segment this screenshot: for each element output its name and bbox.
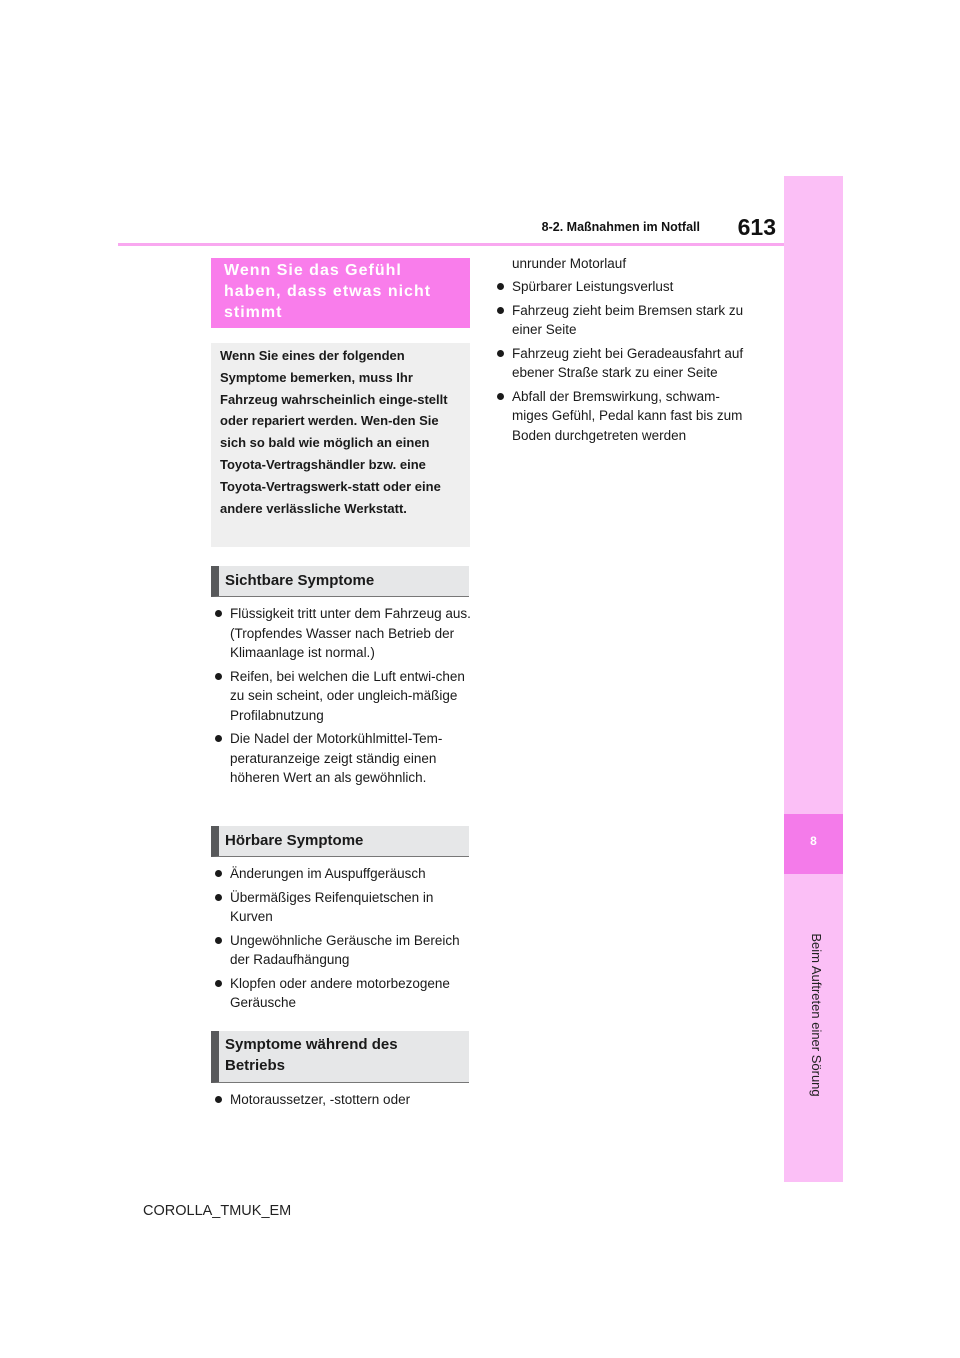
intro-heading: Wenn Sie das Gefühl haben, dass etwas nicht stimmt bbox=[224, 262, 432, 321]
audible-symptoms-heading-text: Hörbare Symptome bbox=[225, 832, 364, 849]
audible-symptoms-heading bbox=[211, 826, 469, 857]
operating-symptoms-continuation: unrunder Motorlauf bbox=[512, 256, 627, 271]
list-item: Reifen, bei welchen die Luft entwi-chen zu sein scheint, oder ungleich-mäßige Profilabnutzung bbox=[213, 667, 471, 726]
bullet-icon bbox=[497, 307, 504, 314]
audible-symptoms-list bbox=[213, 864, 471, 1017]
operating-symptoms-heading bbox=[211, 1031, 469, 1083]
operating-symptoms-list-col2 bbox=[495, 277, 750, 449]
list-item: Flüssigkeit tritt unter dem Fahrzeug aus. (Tropfendes Wasser nach Betrieb der Klimaanlage ist normal.) bbox=[213, 604, 471, 663]
bullet-icon bbox=[497, 283, 504, 290]
list-item: Abfall der Bremswirkung, schwam-miges Gefühl, Pedal kann fast bis zum Boden durchgetreten werden bbox=[495, 387, 750, 446]
section-title: 8-2. Maßnahmen im Notfall bbox=[541, 220, 700, 234]
bullet-icon bbox=[497, 350, 504, 357]
operating-symptoms-heading-text: Symptome während des Betriebs bbox=[225, 1036, 398, 1074]
footer-code: COROLLA_TMUK_EM bbox=[143, 1203, 292, 1219]
page-number: 613 bbox=[737, 214, 776, 240]
list-item: Ungewöhnliche Geräusche im Bereich der Radaufhängung bbox=[213, 931, 471, 970]
bullet-icon bbox=[215, 673, 222, 680]
list-item: Klopfen oder andere motorbezogene Geräusche bbox=[213, 974, 471, 1013]
bullet-icon bbox=[215, 937, 222, 944]
list-item: Übermäßiges Reifenquietschen in Kurven bbox=[213, 888, 471, 927]
list-item: Spürbarer Leistungsverlust bbox=[495, 277, 750, 297]
chapter-number: 8 bbox=[810, 834, 817, 848]
list-item: Fahrzeug zieht beim Bremsen stark zu einer Seite bbox=[495, 301, 750, 340]
operating-symptoms-list-col1 bbox=[213, 1090, 471, 1114]
bullet-icon bbox=[215, 894, 222, 901]
visible-symptoms-list bbox=[213, 604, 471, 792]
list-item: Motoraussetzer, -stottern oder bbox=[213, 1090, 471, 1110]
visible-symptoms-heading-text: Sichtbare Symptome bbox=[225, 572, 375, 589]
chapter-title: Beim Auftreten einer Sörung bbox=[809, 933, 824, 1097]
list-item: Die Nadel der Motorkühlmittel-Tem-peraturanzeige zeigt ständig einen höheren Wert an als gewöhnlich. bbox=[213, 729, 471, 788]
bullet-icon bbox=[215, 735, 222, 742]
bullet-icon bbox=[215, 870, 222, 877]
bullet-icon bbox=[215, 980, 222, 987]
bullet-icon bbox=[497, 393, 504, 400]
list-item: Änderungen im Auspuffgeräusch bbox=[213, 864, 471, 884]
note-text: Wenn Sie eines der folgenden Symptome bemerken, muss Ihr Fahrzeug wahrscheinlich einge-stellt oder repariert werden. Wen-den Sie sich so bald wie möglich an einen Toyota-Vertragshändler bzw. eine Toyota-Vertragswerk-statt oder eine andere verlässliche Werkstatt. bbox=[220, 348, 448, 516]
bullet-icon bbox=[215, 1096, 222, 1103]
header-rule bbox=[118, 243, 786, 246]
visible-symptoms-heading bbox=[211, 566, 469, 597]
list-item: Fahrzeug zieht bei Geradeausfahrt auf ebener Straße stark zu einer Seite bbox=[495, 344, 750, 383]
bullet-icon bbox=[215, 610, 222, 617]
